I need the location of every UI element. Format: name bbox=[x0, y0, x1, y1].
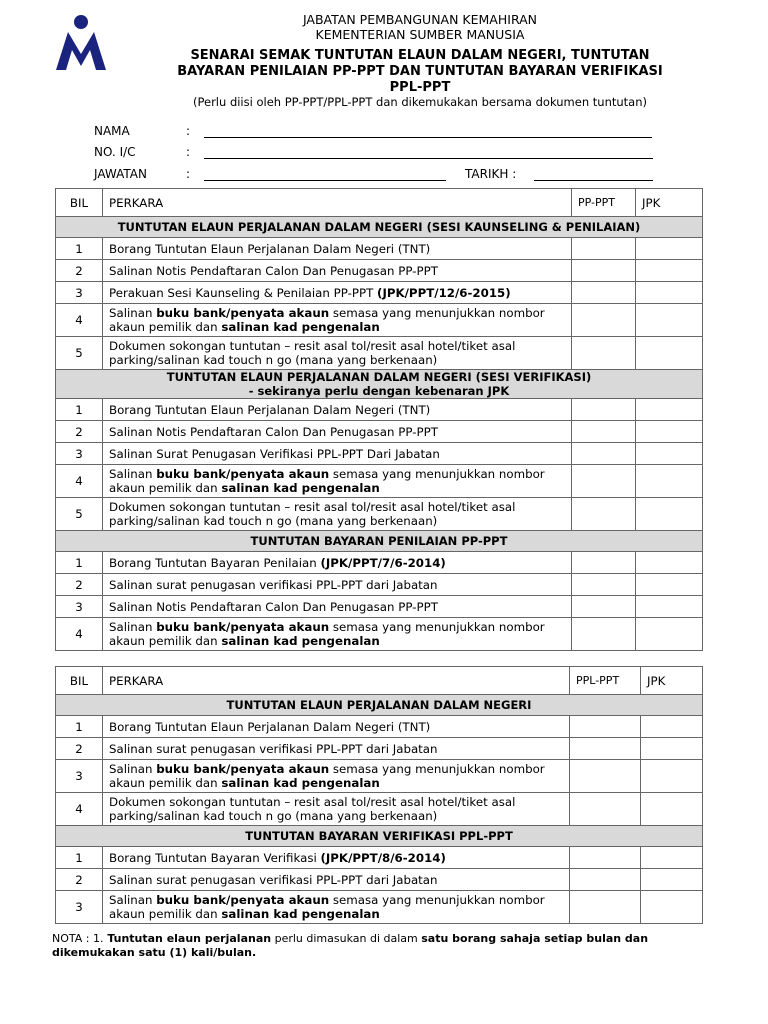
section-header: TUNTUTAN ELAUN PERJALANAN DALAM NEGERI bbox=[56, 695, 703, 716]
checklist-table-ppl-ppt bbox=[55, 666, 703, 924]
jpk-check-cell[interactable] bbox=[636, 260, 703, 282]
row-item-text: Borang Tuntutan Bayaran Verifikasi (JPK/PPT/8/6-2014) bbox=[103, 847, 570, 869]
table-row bbox=[56, 238, 703, 260]
row-number: 4 bbox=[56, 618, 103, 651]
jpk-check-cell[interactable] bbox=[636, 443, 703, 465]
applicant-check-cell[interactable] bbox=[570, 716, 641, 738]
jpk-check-cell[interactable] bbox=[636, 337, 703, 370]
applicant-check-cell[interactable] bbox=[572, 260, 636, 282]
table-row bbox=[56, 793, 703, 826]
jpk-header: JPK bbox=[636, 189, 703, 217]
noic-label: NO. I/C bbox=[94, 145, 136, 159]
applicant-check-cell[interactable] bbox=[572, 304, 636, 337]
jpk-check-cell[interactable] bbox=[636, 238, 703, 260]
jpk-check-cell[interactable] bbox=[636, 498, 703, 531]
row-number: 2 bbox=[56, 738, 103, 760]
jawatan-input-line[interactable] bbox=[204, 180, 446, 181]
applicant-check-cell[interactable] bbox=[572, 618, 636, 651]
jpk-check-cell[interactable] bbox=[636, 304, 703, 337]
nota-text: Tuntutan elaun perjalanan perlu dimasukan di dalam satu borang sahaja setiap bulan dan dikemukakan satu (1) kali/bulan. bbox=[52, 932, 649, 959]
applicant-check-cell[interactable] bbox=[570, 869, 641, 891]
noic-input-line[interactable] bbox=[204, 158, 653, 159]
applicant-check-cell[interactable] bbox=[570, 847, 641, 869]
row-item-text: Perakuan Sesi Kaunseling & Penilaian PP-PPT (JPK/PPT/12/6-2015) bbox=[103, 282, 572, 304]
title-line-3: PPL-PPT bbox=[389, 80, 451, 95]
applicant-check-cell[interactable] bbox=[572, 421, 636, 443]
row-number: 3 bbox=[56, 760, 103, 793]
row-number: 1 bbox=[56, 847, 103, 869]
jpk-check-cell[interactable] bbox=[636, 574, 703, 596]
applicant-check-cell[interactable] bbox=[572, 552, 636, 574]
applicant-check-cell[interactable] bbox=[570, 891, 641, 924]
nama-colon: : bbox=[186, 124, 191, 138]
jawatan-row bbox=[0, 167, 768, 187]
row-number: 1 bbox=[56, 238, 103, 260]
table-row bbox=[56, 716, 703, 738]
bil-header: BIL bbox=[56, 189, 103, 217]
applicant-check-cell[interactable] bbox=[572, 443, 636, 465]
table-row bbox=[56, 498, 703, 531]
jpk-check-cell[interactable] bbox=[641, 869, 703, 891]
org-line-1: JABATAN PEMBANGUNAN KEMAHIRAN bbox=[302, 12, 538, 27]
jpk-check-cell[interactable] bbox=[636, 465, 703, 498]
perkara-header: PERKARA bbox=[103, 667, 570, 695]
applicant-check-cell[interactable] bbox=[572, 399, 636, 421]
row-number: 3 bbox=[56, 596, 103, 618]
row-item-text: Salinan buku bank/penyata akaun semasa yang menunjukkan nombor akaun pemilik dan salinan kad pengenalan bbox=[103, 465, 572, 498]
table-header-row bbox=[56, 667, 703, 695]
row-number: 3 bbox=[56, 443, 103, 465]
table-row bbox=[56, 465, 703, 498]
table-row bbox=[56, 738, 703, 760]
row-item-text: Borang Tuntutan Elaun Perjalanan Dalam Negeri (TNT) bbox=[103, 716, 570, 738]
jpk-check-cell[interactable] bbox=[641, 793, 703, 826]
row-number: 4 bbox=[56, 793, 103, 826]
table-row bbox=[56, 574, 703, 596]
row-item-text: Salinan surat penugasan verifikasi PPL-PPT dari Jabatan bbox=[103, 738, 570, 760]
row-item-text: Salinan surat penugasan verifikasi PPL-PPT dari Jabatan bbox=[103, 574, 572, 596]
applicant-check-cell[interactable] bbox=[570, 760, 641, 793]
jpk-check-cell[interactable] bbox=[636, 399, 703, 421]
jawatan-label: JAWATAN bbox=[94, 167, 147, 181]
jpk-header: JPK bbox=[641, 667, 703, 695]
row-number: 2 bbox=[56, 869, 103, 891]
table-row bbox=[56, 847, 703, 869]
applicant-check-cell[interactable] bbox=[572, 465, 636, 498]
instruction-note: (Perlu diisi oleh PP-PPT/PPL-PPT dan dikemukakan bersama dokumen tuntutan) bbox=[192, 95, 647, 109]
applicant-check-cell[interactable] bbox=[570, 738, 641, 760]
ppl-ppt-header: PPL-PPT bbox=[570, 667, 641, 695]
row-item-text: Salinan Notis Pendaftaran Calon Dan Penugasan PP-PPT bbox=[103, 596, 572, 618]
row-item-text: Salinan Notis Pendaftaran Calon Dan Penugasan PP-PPT bbox=[103, 260, 572, 282]
section-header: TUNTUTAN ELAUN PERJALANAN DALAM NEGERI (SESI VERIFIKASI) - sekiranya perlu dengan kebenaran JPK bbox=[56, 370, 703, 399]
table-row bbox=[56, 282, 703, 304]
row-number: 1 bbox=[56, 552, 103, 574]
bil-header: BIL bbox=[56, 667, 103, 695]
nama-label: NAMA bbox=[94, 124, 130, 138]
row-number: 3 bbox=[56, 282, 103, 304]
row-item-text: Salinan Notis Pendaftaran Calon Dan Penugasan PP-PPT bbox=[103, 421, 572, 443]
applicant-check-cell[interactable] bbox=[572, 238, 636, 260]
applicant-check-cell[interactable] bbox=[572, 282, 636, 304]
row-item-text: Salinan Surat Penugasan Verifikasi PPL-PPT Dari Jabatan bbox=[103, 443, 572, 465]
table-header-row bbox=[56, 189, 703, 217]
row-item-text: Salinan surat penugasan verifikasi PPL-PPT dari Jabatan bbox=[103, 869, 570, 891]
row-item-text: Borang Tuntutan Elaun Perjalanan Dalam Negeri (TNT) bbox=[103, 238, 572, 260]
perkara-header: PERKARA bbox=[103, 189, 572, 217]
jpk-check-cell[interactable] bbox=[636, 282, 703, 304]
row-item-text: Dokumen sokongan tuntutan – resit asal tol/resit asal hotel/tiket asal parking/salinan kad touch n go (mana yang berkenaan) bbox=[103, 498, 572, 531]
row-number: 1 bbox=[56, 716, 103, 738]
table-row bbox=[56, 760, 703, 793]
table-row bbox=[56, 869, 703, 891]
jpk-check-cell[interactable] bbox=[636, 618, 703, 651]
table-row bbox=[56, 443, 703, 465]
row-number: 4 bbox=[56, 304, 103, 337]
noic-colon: : bbox=[186, 145, 191, 159]
jpk-check-cell[interactable] bbox=[641, 847, 703, 869]
jpk-check-cell[interactable] bbox=[641, 891, 703, 924]
row-item-text: Salinan buku bank/penyata akaun semasa yang menunjukkan nombor akaun pemilik dan salinan kad pengenalan bbox=[103, 304, 572, 337]
applicant-check-cell[interactable] bbox=[572, 596, 636, 618]
row-item-text: Salinan buku bank/penyata akaun semasa yang menunjukkan nombor akaun pemilik dan salinan kad pengenalan bbox=[103, 760, 570, 793]
table-row bbox=[56, 337, 703, 370]
table-row bbox=[56, 399, 703, 421]
jpk-logo bbox=[54, 14, 108, 70]
title-line-2: BAYARAN PENILAIAN PP-PPT DAN TUNTUTAN BAYARAN VERIFIKASI bbox=[177, 64, 663, 79]
table-row bbox=[56, 596, 703, 618]
pp-ppt-header: PP-PPT bbox=[572, 189, 636, 217]
checklist-table-pp-ppt bbox=[55, 188, 703, 651]
document-title bbox=[120, 48, 720, 96]
tarikh-input-line[interactable] bbox=[534, 180, 653, 181]
row-number: 5 bbox=[56, 498, 103, 531]
nama-row bbox=[0, 124, 768, 144]
table-row bbox=[56, 260, 703, 282]
applicant-check-cell[interactable] bbox=[572, 337, 636, 370]
row-item-text: Salinan buku bank/penyata akaun semasa yang menunjukkan nombor akaun pemilik dan salinan kad pengenalan bbox=[103, 618, 572, 651]
row-item-text: Dokumen sokongan tuntutan – resit asal tol/resit asal hotel/tiket asal parking/salinan kad touch n go (mana yang berkenaan) bbox=[103, 793, 570, 826]
organization-header bbox=[120, 12, 720, 42]
jpk-check-cell[interactable] bbox=[641, 760, 703, 793]
org-line-2: KEMENTERIAN SUMBER MANUSIA bbox=[315, 27, 525, 42]
row-item-text: Salinan buku bank/penyata akaun semasa yang menunjukkan nombor akaun pemilik dan salinan kad pengenalan bbox=[103, 891, 570, 924]
table-row bbox=[56, 552, 703, 574]
jpk-check-cell[interactable] bbox=[641, 738, 703, 760]
applicant-check-cell[interactable] bbox=[572, 498, 636, 531]
row-item-text: Dokumen sokongan tuntutan – resit asal tol/resit asal hotel/tiket asal parking/salinan kad touch n go (mana yang berkenaan) bbox=[103, 337, 572, 370]
section-header: TUNTUTAN BAYARAN PENILAIAN PP-PPT bbox=[56, 531, 703, 552]
section-header: TUNTUTAN ELAUN PERJALANAN DALAM NEGERI (SESI KAUNSELING & PENILAIAN) bbox=[56, 217, 703, 238]
table-row bbox=[56, 304, 703, 337]
noic-row bbox=[0, 145, 768, 165]
title-line-1: SENARAI SEMAK TUNTUTAN ELAUN DALAM NEGERI, TUNTUTAN bbox=[190, 48, 650, 63]
row-number: 5 bbox=[56, 337, 103, 370]
jawatan-colon: : bbox=[186, 167, 191, 181]
jpk-check-cell[interactable] bbox=[641, 716, 703, 738]
row-item-text: Borang Tuntutan Bayaran Penilaian (JPK/PPT/7/6-2014) bbox=[103, 552, 572, 574]
nota-prefix: NOTA : 1. bbox=[52, 932, 104, 945]
jpk-check-cell[interactable] bbox=[636, 552, 703, 574]
row-number: 3 bbox=[56, 891, 103, 924]
jpk-check-cell[interactable] bbox=[636, 421, 703, 443]
row-number: 2 bbox=[56, 574, 103, 596]
row-number: 4 bbox=[56, 465, 103, 498]
applicant-check-cell[interactable] bbox=[572, 574, 636, 596]
section-header: TUNTUTAN BAYARAN VERIFIKASI PPL-PPT bbox=[56, 826, 703, 847]
tarikh-label: TARIKH : bbox=[465, 167, 517, 181]
table-row bbox=[56, 618, 703, 651]
jpk-check-cell[interactable] bbox=[636, 596, 703, 618]
row-number: 2 bbox=[56, 260, 103, 282]
table-row bbox=[56, 891, 703, 924]
nama-input-line[interactable] bbox=[204, 137, 652, 138]
row-number: 1 bbox=[56, 399, 103, 421]
row-item-text: Borang Tuntutan Elaun Perjalanan Dalam Negeri (TNT) bbox=[103, 399, 572, 421]
footnote bbox=[52, 932, 712, 960]
row-number: 2 bbox=[56, 421, 103, 443]
applicant-check-cell[interactable] bbox=[570, 793, 641, 826]
table-row bbox=[56, 421, 703, 443]
